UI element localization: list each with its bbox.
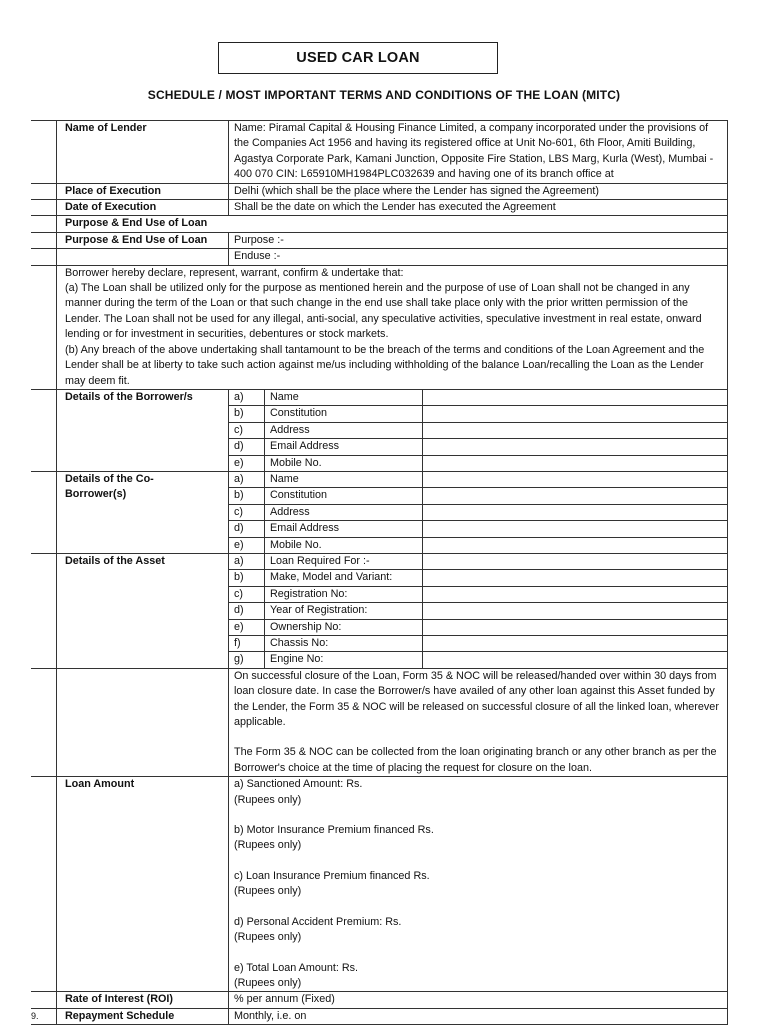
coborrower-item-letter: c) bbox=[228, 505, 264, 521]
row-number-cell bbox=[31, 233, 56, 249]
asset-item-field: Chassis No: bbox=[264, 636, 422, 652]
lender-label: Name of Lender bbox=[56, 121, 228, 184]
borrower-item-value bbox=[422, 390, 727, 406]
asset-item-value bbox=[422, 570, 727, 586]
purpose-line: Purpose :- bbox=[234, 233, 284, 246]
coborrower-item-letter: b) bbox=[228, 488, 264, 504]
asset-item-letter: e) bbox=[228, 620, 264, 636]
loan-amount-line: e) Total Loan Amount: Rs. bbox=[234, 961, 359, 974]
borrower-item-letter: c) bbox=[228, 423, 264, 439]
repayment-row-number: 9. bbox=[31, 1009, 56, 1025]
row-number-cell bbox=[31, 216, 56, 232]
borrower-item-value bbox=[422, 456, 727, 472]
loan-amount-words: (Rupees only) bbox=[234, 839, 302, 852]
purpose-heading: Purpose & End Use of Loan bbox=[56, 216, 727, 232]
coborrower-item-letter: d) bbox=[228, 521, 264, 537]
row-number-cell bbox=[31, 390, 56, 472]
loan-amount-line: d) Personal Accident Premium: Rs. bbox=[234, 915, 402, 928]
row-number-cell bbox=[31, 472, 56, 554]
roi-label: Rate of Interest (ROI) bbox=[56, 992, 228, 1008]
row-number-cell bbox=[31, 266, 56, 390]
coborrower-item-field: Constitution bbox=[264, 488, 422, 504]
borrower-item-field: Mobile No. bbox=[264, 456, 422, 472]
mitc-table bbox=[31, 120, 728, 1025]
closure-label-cell bbox=[56, 669, 228, 777]
row-number-cell bbox=[31, 249, 56, 265]
borrower-item-field: Address bbox=[264, 423, 422, 439]
purpose-label-continuation bbox=[56, 249, 228, 265]
declaration-intro: Borrower hereby declare, represent, warrant, confirm & undertake that: bbox=[65, 266, 404, 279]
row-number-cell bbox=[31, 554, 56, 669]
asset-item-field: Loan Required For :- bbox=[264, 554, 422, 570]
coborrower-item-value bbox=[422, 472, 727, 488]
loan-amount-words: (Rupees only) bbox=[234, 976, 302, 989]
row-number-cell bbox=[31, 200, 56, 216]
coborrower-item-field: Email Address bbox=[264, 521, 422, 537]
asset-item-value bbox=[422, 603, 727, 619]
asset-item-letter: f) bbox=[228, 636, 264, 652]
purpose-value bbox=[228, 233, 727, 249]
borrower-item-field: Email Address bbox=[264, 439, 422, 455]
borrower-item-letter: b) bbox=[228, 406, 264, 422]
place-of-execution-value: Delhi (which shall be the place where the Lender has signed the Agreement) bbox=[228, 184, 727, 200]
loan-amount-line: b) Motor Insurance Premium financed Rs. bbox=[234, 824, 434, 837]
loan-amount-words: (Rupees only) bbox=[234, 931, 302, 944]
loan-amount-words: (Rupees only) bbox=[234, 793, 302, 806]
coborrower-item-letter: e) bbox=[228, 538, 264, 554]
asset-item-value bbox=[422, 554, 727, 570]
coborrower-item-field: Name bbox=[264, 472, 422, 488]
asset-item-field: Ownership No: bbox=[264, 620, 422, 636]
asset-item-value bbox=[422, 620, 727, 636]
closure-text bbox=[228, 669, 727, 777]
asset-item-value bbox=[422, 636, 727, 652]
coborrower-item-value bbox=[422, 521, 727, 537]
coborrower-item-field: Address bbox=[264, 505, 422, 521]
asset-item-letter: c) bbox=[228, 587, 264, 603]
enduse-line: Enduse :- bbox=[228, 249, 727, 265]
loan-amount-line: a) Sanctioned Amount: Rs. bbox=[234, 778, 363, 791]
asset-item-field: Registration No: bbox=[264, 587, 422, 603]
row-number-cell bbox=[31, 777, 56, 992]
borrower-label: Details of the Borrower/s bbox=[56, 390, 228, 472]
coborrower-item-value bbox=[422, 505, 727, 521]
repayment-label: Repayment Schedule bbox=[56, 1009, 228, 1025]
loan-amount-words: (Rupees only) bbox=[234, 885, 302, 898]
closure-paragraph-2: The Form 35 & NOC can be collected from the loan originating branch or any other branch as per the Borrower's choice at the time of placing the request for closure on the loan. bbox=[234, 746, 717, 774]
coborrower-item-field: Mobile No. bbox=[264, 538, 422, 554]
borrower-item-value bbox=[422, 423, 727, 439]
coborrower-item-value bbox=[422, 488, 727, 504]
asset-item-field: Make, Model and Variant: bbox=[264, 570, 422, 586]
document-subtitle: SCHEDULE / MOST IMPORTANT TERMS AND CONDITIONS OF THE LOAN (MITC) bbox=[147, 88, 621, 102]
borrower-item-value bbox=[422, 439, 727, 455]
asset-label: Details of the Asset bbox=[56, 554, 228, 669]
asset-item-letter: g) bbox=[228, 652, 264, 668]
coborrower-item-value bbox=[422, 538, 727, 554]
purpose-label: Purpose & End Use of Loan bbox=[56, 233, 228, 249]
repayment-value: Monthly, i.e. on bbox=[228, 1009, 727, 1025]
lender-value: Name: Piramal Capital & Housing Finance Limited, a company incorporated under the provisions of the Companies Act 1956 and having its registered office at Unit No-601, 6th Floor, Amiti Building, Agastya Corporate Park, Kamani Junction, Opposite Fire Station, LBS Marg, Kurla (West), Mumbai - 400 070 CIN: L65910MH1984PLC032639 and having one of its branch office at bbox=[228, 121, 727, 184]
row-number-cell bbox=[31, 669, 56, 777]
closure-paragraph-1: On successful closure of the Loan, Form 35 & NOC will be released/handed over within 30 days from loan closure date. In case the Borrower/s have availed of any other loan against this Asset funded by the Lender, the Form 35 & NOC will be released on successful closure of all the linked loan, wherever applicable. bbox=[234, 669, 719, 729]
asset-item-value bbox=[422, 587, 727, 603]
asset-item-letter: b) bbox=[228, 570, 264, 586]
asset-item-letter: a) bbox=[228, 554, 264, 570]
asset-item-letter: d) bbox=[228, 603, 264, 619]
declaration-clause-b: (b) Any breach of the above undertaking shall tantamount to be the breach of the terms and conditions of the Loan Agreement and the Lender shall be at liberty to take such action against me/us including withholding of the balance Loan/recalling the Loan as the Lender may deem fit. bbox=[65, 343, 705, 387]
borrower-item-letter: e) bbox=[228, 456, 264, 472]
borrower-item-letter: d) bbox=[228, 439, 264, 455]
asset-item-value bbox=[422, 652, 727, 668]
coborrower-label: Details of the Co-Borrower(s) bbox=[56, 472, 228, 554]
asset-item-field: Year of Registration: bbox=[264, 603, 422, 619]
loan-amount-label: Loan Amount bbox=[56, 777, 228, 992]
coborrower-item-letter: a) bbox=[228, 472, 264, 488]
declaration-clause-a: (a) The Loan shall be utilized only for the purpose as mentioned herein and the purpose of use of Loan shall not be changed in any manner during the term of the Loan or that such change in the end use shall take place only with the prior written permission of the Lender. The Loan shall not be used for any illegal, anti-social, any speculative activities, speculative investment in real estate, onward lending or for investment in securities, debentures or stock markets. bbox=[65, 282, 702, 341]
row-number-cell bbox=[31, 121, 56, 184]
date-of-execution-value: Shall be the date on which the Lender has executed the Agreement bbox=[228, 200, 727, 216]
borrower-declaration bbox=[56, 266, 727, 390]
asset-item-field: Engine No: bbox=[264, 652, 422, 668]
place-of-execution-label: Place of Execution bbox=[56, 184, 228, 200]
borrower-item-field: Name bbox=[264, 390, 422, 406]
roi-value: % per annum (Fixed) bbox=[228, 992, 727, 1008]
row-number-cell bbox=[31, 184, 56, 200]
borrower-item-field: Constitution bbox=[264, 406, 422, 422]
date-of-execution-label: Date of Execution bbox=[56, 200, 228, 216]
borrower-item-letter: a) bbox=[228, 390, 264, 406]
document-title: USED CAR LOAN bbox=[218, 42, 498, 74]
borrower-item-value bbox=[422, 406, 727, 422]
row-number-cell bbox=[31, 992, 56, 1008]
loan-amount-line: c) Loan Insurance Premium financed Rs. bbox=[234, 869, 430, 882]
loan-amount-breakdown bbox=[228, 777, 727, 992]
